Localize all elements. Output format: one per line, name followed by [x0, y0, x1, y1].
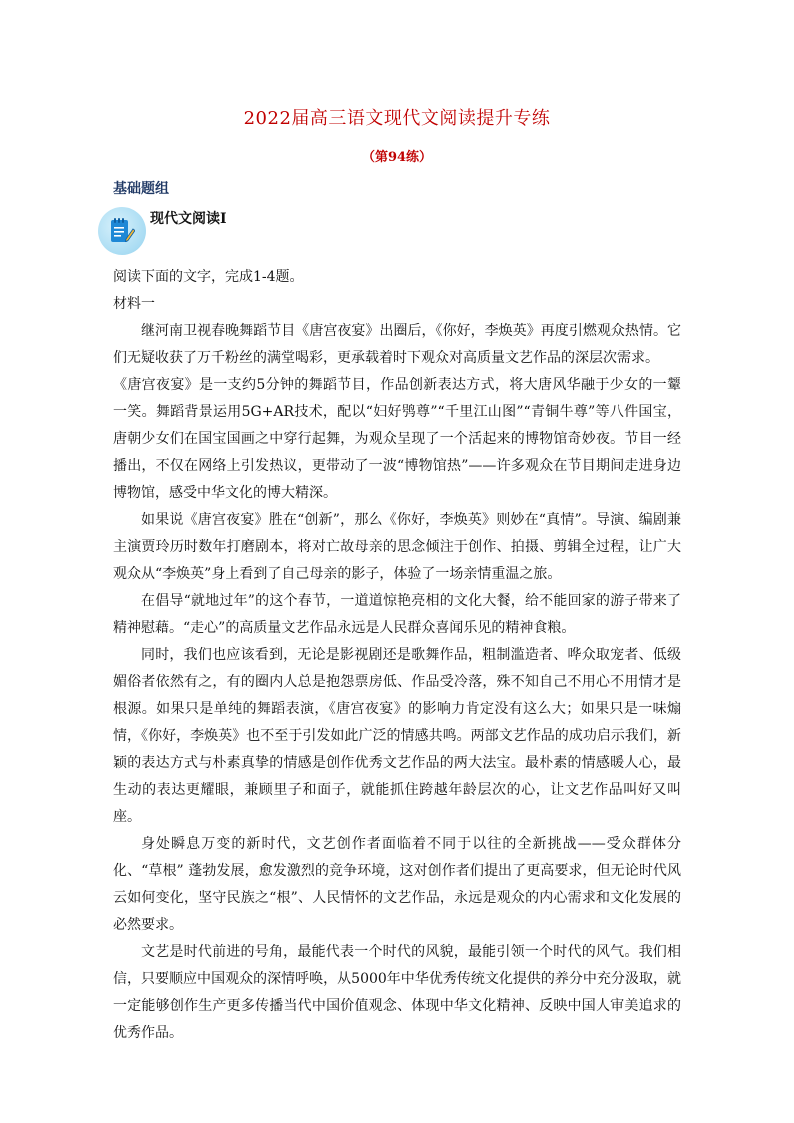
notepad-pencil-icon — [98, 207, 146, 255]
reading-heading: 现代文阅读Ⅰ — [150, 211, 227, 227]
paragraph-2: 《唐宫夜宴》是一支约5分钟的舞蹈节目，作品创新表达方式，将大唐风华融于少女的一颦一笑。舞蹈背景运用5G+AR技术，配以“妇好鸮尊”“千里江山图”“青铜牛尊”等八件国宝，唐朝少女们在国宝国画之中穿行起舞，为观众呈现了一个活起来的博物馆奇妙夜。节目一经播出，不仅在网络上引发热议，更带动了一波“博物馆热”——许多观众在节目期间走进身边博物馆，感受中华文化的博大精深。 — [113, 377, 681, 501]
paragraph-3: 如果说《唐宫夜宴》胜在“创新”，那么《你好，李焕英》则妙在“真情”。导演、编剧兼主演贾玲历时数年打磨剧本，将对亡故母亲的思念倾注于创作、拍摄、剪辑全过程，让广大观众从“李焕英”身上看到了自己母亲的影子，体验了一场亲情重温之旅。 — [113, 512, 681, 582]
document-title: 2022届高三语文现代文阅读提升专练 — [243, 108, 551, 129]
section-label: 基础题组 — [113, 181, 169, 197]
paragraph-5: 同时，我们也应该看到，无论是影视剧还是歌舞作品，粗制滥造者、哗众取宠者、低级媚俗者依然有之，有的圈内人总是抱怨票房低、作品受冷落，殊不知自己不用心不用情才是根源。如果只是单纯的舞蹈表演，《唐宫夜宴》的影响力肯定没有这么大；如果只是一味煽情，《你好，李焕英》也不至于引发如此广泛的情感共鸣。两部文艺作品的成功启示我们，新颖的表达方式与朴素真挚的情感是创作优秀文艺作品的两大法宝。最朴素的情感暖人心，最生动的表达更耀眼，兼顾里子和面子，就能抓住跨越年龄层次的心，让文艺作品叫好又叫座。 — [113, 647, 681, 825]
paragraph-7: 文艺是时代前进的号角，最能代表一个时代的风貌，最能引领一个时代的风气。我们相信，只要顺应中国观众的深情呼唤，从5000年中华优秀传统文化提供的养分中充分汲取，就一定能够创作生产更多传播当代中国价值观念、体现中华文化精神、反映中国人审美追求的优秀作品。 — [113, 944, 681, 1041]
document-subtitle: （第94练） — [361, 150, 433, 165]
material-label: 材料一 — [113, 296, 155, 312]
instruction-text: 阅读下面的文字，完成1-4题。 — [113, 269, 304, 285]
paragraph-1: 继河南卫视春晚舞蹈节目《唐宫夜宴》出圈后，《你好，李焕英》再度引燃观众热情。它们无疑收获了万千粉丝的满堂喝彩，更承载着时下观众对高质量文艺作品的深层次需求。 — [113, 323, 681, 366]
article-body — [113, 264, 681, 1047]
paragraph-6: 身处瞬息万变的新时代，文艺创作者面临着不同于以往的全新挑战——受众群体分化、“草根” 蓬勃发展，愈发激烈的竞争环境，这对创作者们提出了更高要求，但无论时代风云如何变化，坚守民族之“根”、人民情怀的文艺作品，永远是观众的内心需求和文化发展的必然要求。 — [113, 836, 681, 933]
paragraph-4: 在倡导“就地过年”的这个春节，一道道惊艳亮相的文化大餐，给不能回家的游子带来了精神慰藉。“走心”的高质量文艺作品永远是人民群众喜闻乐见的精神食粮。 — [113, 593, 681, 636]
